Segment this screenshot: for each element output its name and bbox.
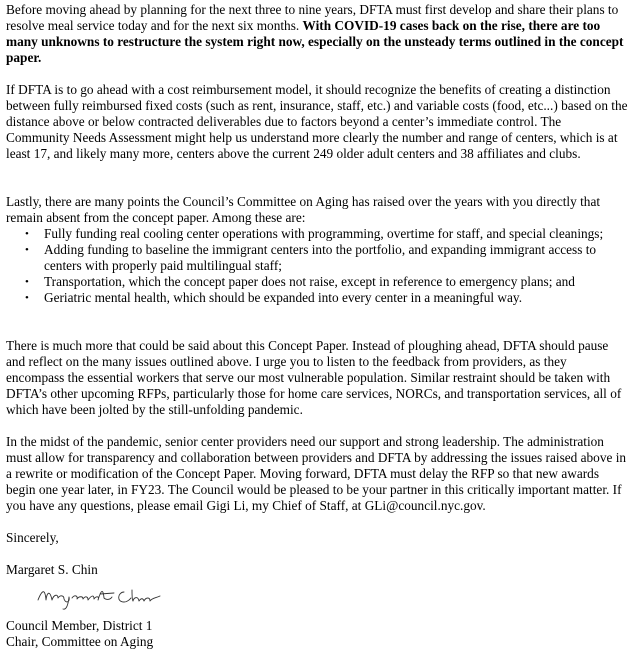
closing-salutation: Sincerely,	[6, 530, 59, 545]
paragraph-cost-reimbursement: If DFTA is to go ahead with a cost reimbursement model, it should recognize the benefits of creating a distinction between fully reimbursed fixed costs (such as rent, insurance, staff, etc.) and variable costs (food, etc...) based on the distance above or below contracted deliverables due to factors beyond a center’s immediate control. The Community Needs Assessment might help us understand more clearly the number and range of centers, which is at least 17, and likely many more, centers above the current 249 older adult centers and 38 affiliates and clubs.	[6, 82, 628, 161]
list-item-text: Geriatric mental health, which should be expanded into every center in a meaningful way.	[44, 290, 523, 305]
paragraph-meal-service-text: Before moving ahead by planning for the next three to nine years, DFTA must first develop and share their plans to resolve meal service today and for the next six months.	[6, 2, 619, 33]
paragraph-meal-service-bold-text: With COVID-19 cases back on the rise, there are too many unknowns to restructure the system right now, especially on the unsteady terms outlined in the concept paper.	[6, 18, 624, 65]
paragraph-meal-service	[6, 2, 628, 66]
list-item-text: Fully funding real cooling center operations with programming, overtime for staff, and special cleanings;	[44, 226, 604, 241]
bullet-icon: •	[25, 228, 29, 240]
list-item	[6, 274, 628, 290]
signer-title-line2: Chair, Committee on Aging	[6, 634, 154, 649]
paragraph-concept-paper: There is much more that could be said about this Concept Paper. Instead of ploughing ahead, DFTA should pause and reflect on the many issues outlined above. I urge you to listen to the feedback from providers, as they encompass the essential workers that serve our most vulnerable population. Similar restraint should be taken with DFTA’s other upcoming RFPs, particularly those for home care services, NORCs, and transportation services, all of which have been jolted by the still-unfolding pandemic.	[6, 338, 622, 417]
bullet-icon: •	[25, 276, 29, 288]
bullet-list	[6, 226, 628, 306]
signer-title-line1: Council Member, District 1	[6, 618, 153, 633]
signer-name: Margaret S. Chin	[6, 562, 98, 577]
list-item	[6, 290, 628, 306]
bullet-icon: •	[25, 244, 29, 256]
bullet-icon: •	[25, 292, 29, 304]
list-item-text: Transportation, which the concept paper does not raise, except in reference to emergency plans; and	[44, 274, 575, 289]
handwritten-signature	[36, 582, 166, 610]
list-item	[6, 242, 628, 274]
list-item-text: Adding funding to baseline the immigrant centers into the portfolio, and expanding immigrant access to centers with properly paid multilingual staff;	[44, 242, 597, 273]
paragraph-committee-points: Lastly, there are many points the Council’s Committee on Aging has raised over the years with you directly that remain absent from the concept paper. Among these are:	[6, 194, 601, 225]
list-item	[6, 226, 628, 242]
paragraph-pandemic: In the midst of the pandemic, senior center providers need our support and strong leadership. The administration must allow for transparency and collaboration between providers and DFTA by addressing the issues raised above in a rewrite or modification of the Concept Paper. Moving forward, DFTA must delay the RFP so that new awards begin one year later, in FY23. The Council would be pleased to be your partner in this critically important matter. If you have any questions, please email Gigi Li, my Chief of Staff, at GLi@council.nyc.gov.	[6, 434, 627, 513]
